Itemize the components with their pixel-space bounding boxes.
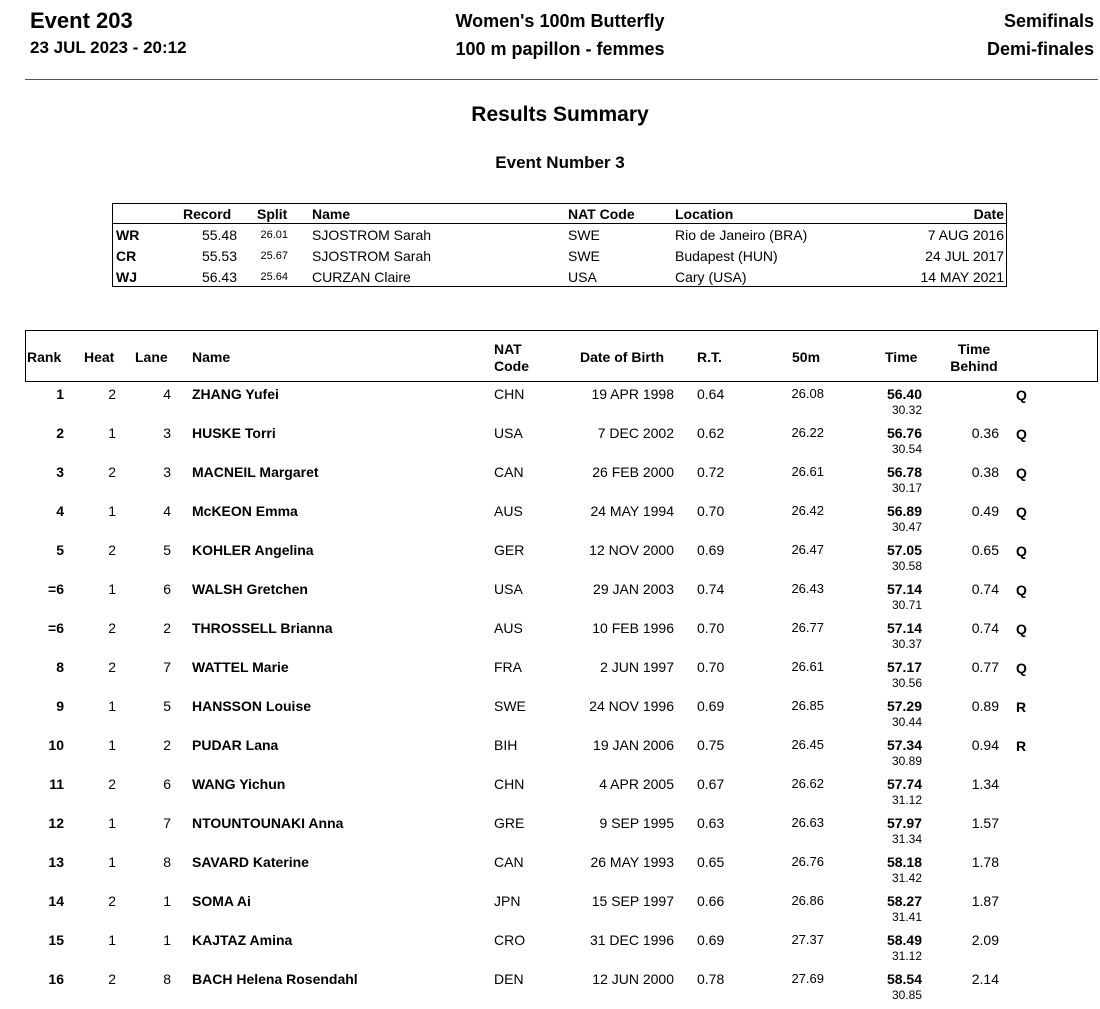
- record-type: CR: [116, 248, 137, 264]
- result-rank: 4: [56, 503, 64, 519]
- result-split-50: 26.22: [791, 425, 824, 440]
- result-lane: 8: [163, 971, 171, 987]
- result-nat: USA: [494, 425, 523, 441]
- result-qualification: R: [1016, 738, 1027, 754]
- result-split-50: 26.43: [791, 581, 824, 596]
- result-time-behind: 0.94: [971, 737, 999, 753]
- record-type: WJ: [116, 269, 137, 285]
- result-dob: 26 FEB 2000: [592, 464, 674, 480]
- result-dob: 15 SEP 1997: [591, 893, 674, 909]
- result-rt: 0.69: [697, 932, 725, 948]
- result-split-50: 26.61: [791, 464, 824, 479]
- record-time: 56.43: [201, 269, 237, 285]
- results-header-rank: Rank: [27, 349, 62, 365]
- result-time: 57.74: [886, 776, 922, 792]
- result-time: 57.34: [886, 737, 922, 753]
- result-time: 56.76: [886, 425, 922, 441]
- result-name: PUDAR Lana: [192, 737, 279, 753]
- result-rank: 9: [56, 698, 64, 714]
- result-dob: 24 NOV 1996: [589, 698, 674, 714]
- record-type: WR: [116, 227, 140, 243]
- result-name: ZHANG Yufei: [192, 386, 279, 402]
- result-qualification: Q: [1016, 387, 1027, 403]
- round-fr: Demi-finales: [986, 39, 1094, 59]
- record-date: 14 MAY 2021: [920, 269, 1004, 285]
- result-name: THROSSELL Brianna: [192, 620, 333, 636]
- result-qualification: Q: [1016, 543, 1027, 559]
- result-time-behind: 1.34: [971, 776, 999, 792]
- result-heat: 1: [108, 503, 116, 519]
- result-split-100: 30.47: [891, 520, 922, 534]
- records-table: [112, 203, 1007, 287]
- result-split-50: 26.42: [791, 503, 824, 518]
- record-split: 25.67: [260, 250, 288, 262]
- results-header-rt: R.T.: [697, 349, 722, 365]
- result-heat: 2: [108, 386, 116, 402]
- result-name: BACH Helena Rosendahl: [192, 971, 358, 987]
- result-name: WANG Yichun: [192, 776, 286, 792]
- result-split-50: 26.85: [791, 698, 824, 713]
- record-split: 25.64: [260, 271, 288, 283]
- result-nat: CHN: [494, 776, 525, 792]
- record-time: 55.48: [201, 227, 237, 243]
- result-lane: 4: [163, 503, 171, 519]
- result-rt: 0.64: [697, 386, 725, 402]
- record-split: 26.01: [260, 229, 288, 241]
- records-header-divider: [112, 223, 1007, 224]
- result-rt: 0.63: [697, 815, 725, 831]
- result-lane: 2: [163, 620, 171, 636]
- event-datetime: 23 JUL 2023 - 20:12: [30, 38, 187, 57]
- result-split-50: 26.62: [791, 776, 824, 791]
- result-rank: 15: [48, 932, 64, 948]
- records-header-name: Name: [312, 206, 351, 222]
- result-dob: 24 MAY 1994: [590, 503, 674, 519]
- result-split-50: 26.77: [791, 620, 824, 635]
- result-rank: 8: [56, 659, 64, 675]
- result-rank: 13: [48, 854, 64, 870]
- result-rt: 0.70: [697, 659, 725, 675]
- result-qualification: Q: [1016, 465, 1027, 481]
- event-title-fr: 100 m papillon - femmes: [455, 39, 665, 59]
- result-time-behind: 1.57: [971, 815, 999, 831]
- result-rt: 0.74: [697, 581, 725, 597]
- records-header-record: Record: [183, 206, 232, 222]
- result-rt: 0.78: [697, 971, 725, 987]
- result-name: McKEON Emma: [192, 503, 298, 519]
- result-split-100: 30.58: [891, 559, 922, 573]
- result-nat: SWE: [494, 698, 526, 714]
- result-split-50: 26.86: [791, 893, 824, 908]
- result-rank: =6: [48, 581, 64, 597]
- result-time: 56.89: [886, 503, 922, 519]
- results-header-dob: Date of Birth: [580, 349, 664, 365]
- result-dob: 12 JUN 2000: [592, 971, 674, 987]
- result-lane: 7: [163, 659, 171, 675]
- result-nat: CAN: [494, 854, 524, 870]
- event-number: Event 203: [30, 8, 133, 33]
- result-split-50: 26.45: [791, 737, 824, 752]
- result-split-100: 31.42: [891, 871, 922, 885]
- result-dob: 4 APR 2005: [599, 776, 674, 792]
- result-split-100: 30.89: [891, 754, 922, 768]
- result-split-50: 27.69: [791, 971, 824, 986]
- result-rt: 0.67: [697, 776, 725, 792]
- result-split-50: 27.37: [791, 932, 824, 947]
- result-qualification: Q: [1016, 660, 1027, 676]
- result-time-behind: 1.78: [971, 854, 999, 870]
- result-rt: 0.66: [697, 893, 725, 909]
- result-dob: 31 DEC 1996: [589, 932, 674, 948]
- record-holder: SJOSTROM Sarah: [312, 248, 432, 264]
- result-name: KAJTAZ Amina: [192, 932, 293, 948]
- record-date: 24 JUL 2017: [925, 248, 1004, 264]
- result-split-100: 30.37: [891, 637, 922, 651]
- result-lane: 3: [163, 425, 171, 441]
- result-qualification: R: [1016, 699, 1027, 715]
- result-lane: 8: [163, 854, 171, 870]
- result-time: 57.14: [886, 581, 922, 597]
- result-rt: 0.70: [697, 620, 725, 636]
- result-nat: FRA: [494, 659, 522, 675]
- result-dob: 29 JAN 2003: [593, 581, 674, 597]
- result-time-behind: 0.36: [971, 425, 999, 441]
- result-time-behind: 0.77: [971, 659, 999, 675]
- results-header-heat: Heat: [84, 349, 115, 365]
- records-header-nat: NAT Code: [568, 206, 635, 222]
- result-heat: 1: [108, 425, 116, 441]
- result-rank: 1: [56, 386, 64, 402]
- result-time: 58.27: [886, 893, 922, 909]
- result-lane: 7: [163, 815, 171, 831]
- record-time: 55.53: [201, 248, 237, 264]
- result-dob: 19 APR 1998: [591, 386, 674, 402]
- records-header-split: Split: [257, 206, 288, 222]
- result-rank: 2: [56, 425, 64, 441]
- record-nat: SWE: [568, 248, 600, 264]
- result-time: 57.05: [886, 542, 922, 558]
- result-time-behind: 0.74: [971, 581, 999, 597]
- result-split-50: 26.61: [791, 659, 824, 674]
- results-header-nat-1: NAT: [494, 341, 522, 357]
- summary-subtitle: Event Number 3: [495, 153, 625, 172]
- result-time-behind: 0.38: [971, 464, 999, 480]
- result-split-100: 30.71: [891, 598, 922, 612]
- result-lane: 6: [163, 581, 171, 597]
- result-time: 58.49: [886, 932, 922, 948]
- result-lane: 5: [163, 698, 171, 714]
- result-split-100: 30.44: [891, 715, 922, 729]
- result-nat: AUS: [494, 503, 523, 519]
- result-dob: 10 FEB 1996: [592, 620, 674, 636]
- result-time-behind: 2.09: [971, 932, 999, 948]
- result-time: 56.78: [886, 464, 922, 480]
- result-nat: BIH: [494, 737, 518, 753]
- result-rank: 3: [56, 464, 64, 480]
- result-rt: 0.69: [697, 698, 725, 714]
- result-qualification: Q: [1016, 621, 1027, 637]
- result-rank: 10: [48, 737, 64, 753]
- results-header-behind-1: Time: [957, 341, 991, 357]
- result-qualification: Q: [1016, 582, 1027, 598]
- results-header-behind-2: Behind: [950, 358, 998, 374]
- result-split-50: 26.76: [791, 854, 824, 869]
- result-heat: 2: [108, 659, 116, 675]
- result-rt: 0.75: [697, 737, 725, 753]
- result-dob: 12 NOV 2000: [589, 542, 674, 558]
- result-time: 58.18: [886, 854, 922, 870]
- results-header-lane: Lane: [135, 349, 168, 365]
- result-dob: 19 JAN 2006: [593, 737, 674, 753]
- result-heat: 1: [108, 581, 116, 597]
- result-nat: CAN: [494, 464, 524, 480]
- result-nat: USA: [494, 581, 523, 597]
- result-heat: 1: [108, 737, 116, 753]
- result-name: HUSKE Torri: [192, 425, 276, 441]
- records-header-location: Location: [675, 206, 734, 222]
- result-split-100: 31.34: [891, 832, 922, 846]
- result-time-behind: 0.65: [971, 542, 999, 558]
- record-location: Cary (USA): [675, 269, 747, 285]
- result-time: 57.14: [886, 620, 922, 636]
- result-rt: 0.65: [697, 854, 725, 870]
- result-rt: 0.62: [697, 425, 725, 441]
- results-header: [25, 330, 1098, 382]
- result-name: SAVARD Katerine: [192, 854, 309, 870]
- result-heat: 2: [108, 893, 116, 909]
- results-header-time: Time: [885, 349, 918, 365]
- result-split-100: 30.56: [891, 676, 922, 690]
- round-en: Semifinals: [1003, 11, 1094, 31]
- result-dob: 7 DEC 2002: [597, 425, 674, 441]
- result-name: WALSH Gretchen: [192, 581, 308, 597]
- result-split-100: 31.12: [891, 949, 922, 963]
- result-name: MACNEIL Margaret: [192, 464, 319, 480]
- result-nat: DEN: [494, 971, 524, 987]
- result-name: SOMA Ai: [192, 893, 251, 909]
- result-qualification: Q: [1016, 504, 1027, 520]
- result-rt: 0.69: [697, 542, 725, 558]
- result-time-behind: 2.14: [971, 971, 999, 987]
- result-heat: 1: [108, 854, 116, 870]
- result-lane: 2: [163, 737, 171, 753]
- result-rt: 0.70: [697, 503, 725, 519]
- result-lane: 5: [163, 542, 171, 558]
- result-heat: 2: [108, 971, 116, 987]
- record-nat: SWE: [568, 227, 600, 243]
- result-split-100: 30.17: [891, 481, 922, 495]
- result-split-100: 30.32: [891, 403, 922, 417]
- results-header-nat-2: Code: [494, 358, 529, 374]
- result-split-50: 26.63: [791, 815, 824, 830]
- result-name: WATTEL Marie: [192, 659, 289, 675]
- result-qualification: Q: [1016, 426, 1027, 442]
- result-time: 57.97: [886, 815, 922, 831]
- result-time: 57.17: [886, 659, 922, 675]
- record-holder: CURZAN Claire: [312, 269, 411, 285]
- result-time: 56.40: [886, 386, 922, 402]
- result-lane: 4: [163, 386, 171, 402]
- record-date: 7 AUG 2016: [927, 227, 1004, 243]
- result-split-100: 30.54: [891, 442, 922, 456]
- result-lane: 1: [163, 893, 171, 909]
- result-name: HANSSON Louise: [192, 698, 312, 714]
- result-heat: 1: [108, 815, 116, 831]
- result-nat: GRE: [494, 815, 525, 831]
- result-heat: 2: [108, 776, 116, 792]
- result-rank: 12: [48, 815, 64, 831]
- result-time: 58.54: [886, 971, 922, 987]
- result-nat: GER: [494, 542, 525, 558]
- result-dob: 2 JUN 1997: [600, 659, 674, 675]
- result-dob: 26 MAY 1993: [590, 854, 674, 870]
- result-lane: 3: [163, 464, 171, 480]
- result-nat: AUS: [494, 620, 523, 636]
- result-time-behind: 0.74: [971, 620, 999, 636]
- result-split-100: 30.85: [891, 988, 922, 1002]
- result-nat: JPN: [494, 893, 521, 909]
- result-split-100: 31.12: [891, 793, 922, 807]
- result-dob: 9 SEP 1995: [599, 815, 674, 831]
- result-rank: 14: [48, 893, 64, 909]
- result-split-50: 26.47: [791, 542, 824, 557]
- result-rank: 11: [49, 776, 64, 792]
- summary-title: Results Summary: [471, 103, 649, 126]
- result-nat: CHN: [494, 386, 525, 402]
- event-title-en: Women's 100m Butterfly: [455, 11, 665, 31]
- record-location: Budapest (HUN): [675, 248, 778, 264]
- results-header-50m: 50m: [792, 349, 821, 365]
- result-rt: 0.72: [697, 464, 725, 480]
- record-location: Rio de Janeiro (BRA): [675, 227, 808, 243]
- result-heat: 1: [108, 698, 116, 714]
- result-name: NTOUNTOUNAKI Anna: [192, 815, 344, 831]
- header-divider: [25, 79, 1098, 80]
- result-heat: 2: [108, 620, 116, 636]
- result-time-behind: 0.89: [971, 698, 999, 714]
- result-heat: 2: [108, 464, 116, 480]
- record-holder: SJOSTROM Sarah: [312, 227, 432, 243]
- record-nat: USA: [568, 269, 597, 285]
- result-split-50: 26.08: [791, 386, 824, 401]
- result-nat: CRO: [494, 932, 526, 948]
- result-time-behind: 1.87: [971, 893, 999, 909]
- result-lane: 1: [163, 932, 171, 948]
- result-time: 57.29: [886, 698, 922, 714]
- result-split-100: 31.41: [891, 910, 922, 924]
- result-rank: =6: [48, 620, 64, 636]
- results-header-name: Name: [192, 349, 231, 365]
- result-rank: 16: [48, 971, 64, 987]
- result-rank: 5: [56, 542, 64, 558]
- result-heat: 2: [108, 542, 116, 558]
- result-name: KOHLER Angelina: [192, 542, 314, 558]
- result-lane: 6: [163, 776, 171, 792]
- records-header-date: Date: [973, 206, 1004, 222]
- result-heat: 1: [108, 932, 116, 948]
- result-time-behind: 0.49: [971, 503, 999, 519]
